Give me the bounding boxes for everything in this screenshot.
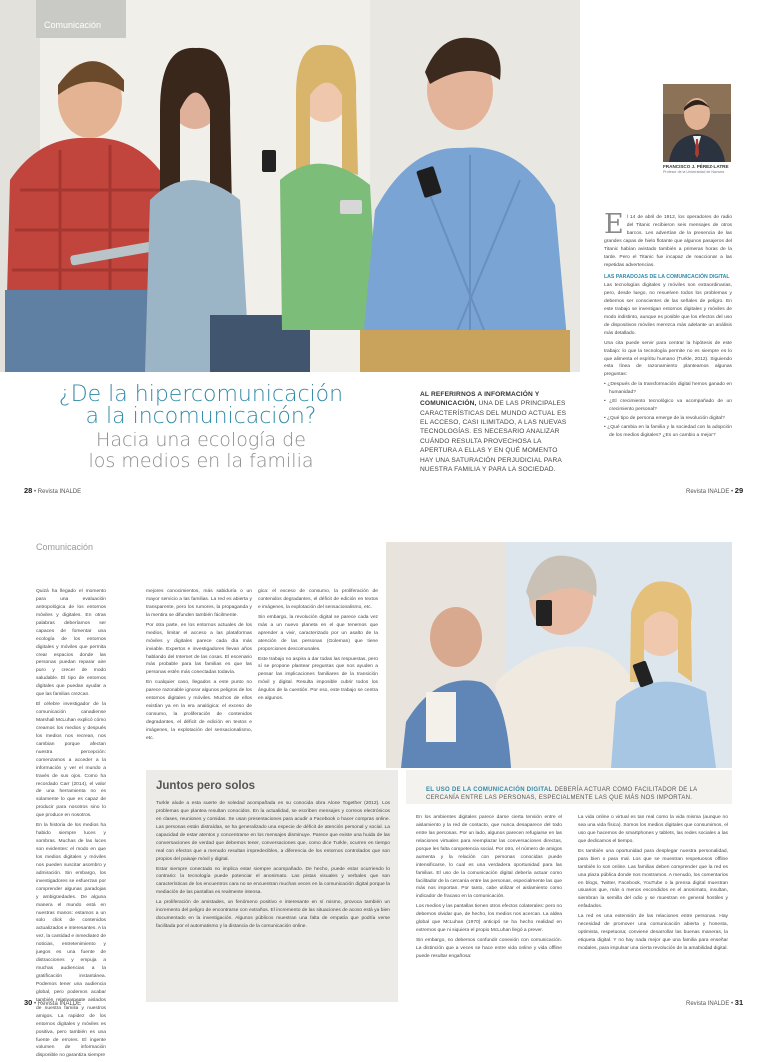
juntos-title: Juntos pero solos (156, 780, 256, 792)
paragraph: Es también una oportunidad para desplegar nuestra personalidad, para bien o para mal. Los que se muestran respetuosos offline también lo son online. Las familias deben comprender que la red es una plaza pública donde nos mostramos. A menudo, los comentarios en blogs, Twitter, Facebook, YouTube o la prensa digital muestran usuarios que, más o menos escondidos en el anonimato, insultan, siembran la semilla del odio y se muestran en general hostiles y enfadados. (578, 848, 728, 910)
top-spread (0, 0, 768, 512)
deck-text: UNA DE LAS PRINCIPALES CARACTERÍSTICAS DEL MUNDO ACTUAL ES EL ACCESO, CASI ILIMITADO, A LAS NUEVAS TECNOLOGÍAS. ES NECESARIO ANALIZAR CUÁNDO RESULTA PROVECHOSA LA APERTURA A ELLAS Y EN QUÉ MOMENTO HAY UNA SATURACIÓN PERJUDICIAL PARA NUESTRA FAMILIA Y PARA LA SOCIEDAD. (420, 400, 567, 473)
article-deck (420, 390, 570, 474)
intro-paragraph (604, 209, 732, 270)
paragraph: En la historia de los medios ha habido siempre luces y sombras. Muchas de las luces son evidentes: el modo en que los medios digitales y móviles nos pueden suscitar asombro y admiración. Sin embargo, los investigadores se esfuerzan por comprender algunas paradojas y ambigüedades. De alguna manera el mundo está en nuestras manos: estamos a un solo click de contenidos actualizados e interesantes. A la vez, la cantidad e inmediatez de noticias, entretenimiento y juegos es una fuente de distracciones y empuja a muchas audiencias a la gratificación instantánea. Podemos tener una audiencia global, pero podemos acabar también relativamente aislados de nuestra familia y nuestros amigos. La rapidez de los entornos digitales y móviles es positiva, pero también es una fuente de errores. El ingente volumen de información disponible no garantiza siempre (36, 823, 106, 1059)
page-number: 31 (734, 998, 744, 1007)
section-tab (36, 0, 126, 38)
juntos-text (156, 800, 390, 933)
page-folio-30 (24, 998, 81, 1007)
headline-line-3: Hacia una ecología de (96, 428, 306, 451)
question-bullet: • ¿El crecimiento tecnológico va acompañado de un crecimiento personal? (604, 399, 732, 413)
section-tab-label: Comunicación (44, 20, 102, 30)
hero-photo-teens-with-phones (0, 0, 580, 372)
paragraph: Turkle alude a esta suerte de soledad acompañada en su conocida obra Alone Together (2012). Los problemas que plantea resultan conocidos. En la actualidad, se escriben mensajes y correos electrónicos en clases, reuniones y comidas. Se usan presentaciones para acudir a Facebook o hacer compras online. Las personas están distraídas, se ha generalizado una especie de déficit de atención personal y social. La capacidad de estar atentos y concentrarse en los mensajes disminuye. Parece que existe una huida de las conversaciones de verdad que debemos tener, conversaciones que, como dice Turkle, ocurren en tiempo real con efectos que a menudo resultan impredecibles, a diferencia de los entornos controlados que son propios del paisaje móvil y digital. (156, 801, 390, 862)
paragraph: Estar siempre conectado no implica estar siempre acompañado. De hecho, puede estar ocurriendo lo contrario: la tecnología puede potenciar el anonimato. Las pistas visuales y verbales que son características de los encuentros cara no se encuentran muchas veces en la comunicación digital porque la mediación de las pantallas es realmente intensa. (156, 866, 390, 896)
author-role: Profesor de la Universidad de Navarra (663, 170, 725, 174)
headline-line-4: los medios en la familia (88, 450, 314, 473)
question-bullet: • ¿Qué tipo de persona emerge de la revolución digital? (604, 416, 725, 422)
folio-label: • Revista INALDE (34, 1001, 82, 1007)
article-headline (36, 384, 366, 472)
folio-label: Revista INALDE • (686, 489, 734, 495)
paragraph: En cualquier caso, llegados a este punto no parece razonable ignorar algunos peligros de los entornos digitales y móviles. Muchos de ellos existían ya en la era analógica: el exceso de consumo, la proliferación de contenidos degradantes, el déficit de edición en textos e imágenes, la explotación del sensacionalismo, etc. (146, 680, 252, 741)
pull-quote-lead: EL USO DE LA COMUNICACIÓN DIGITAL (426, 787, 553, 793)
section-label: Comunicación (36, 542, 94, 552)
bottom-column-2 (146, 588, 252, 745)
headline-line-2: a la incomunicación? (85, 404, 317, 430)
author-portrait-image (663, 84, 731, 162)
paragraph: La red es una extensión de las relaciones entre personas. Hay necesidad de promover una comunicación abierta y honesta, optimista, respetuosa; conviene desarrollar las buenas maneras, la etiqueta digital. Y no hay nada mejor que una familia para enseñar modales, para impulsar una cierta revolución de la amabilidad digital. (578, 914, 728, 951)
paragraph: Sin embargo, la revolución digital se parece cada vez más a un nuevo planeta en el que tenemos que aprender a vivir, caracterizado por un asalto de la atención de las personas (Goleman) que tiene proporciones descomunales. (258, 614, 378, 652)
paragraph: La proliferación de amistades, un fenómeno positivo e interesante en sí mismo, provoca también un incremento del peligro de encontrarse con extraños. El incremento de las situaciones de acoso está ya bien documentado en la investigación. Algunos públicos muestran una falta de empatía que podría verse facilitada por el automatismo y la distancia de la comunicación online. (156, 900, 390, 930)
family-phones-photo (386, 542, 732, 768)
author-name: FRANCISCO J. PÉREZ-LATRE (663, 164, 729, 169)
pull-quote-rest: DEBERÍA ACTUAR COMO FACILITADOR DE LA CERCANÍA ENTRE LAS PERSONAS, ESPECIALMENTE LAS QUE MÁS NOS IMPORTAN. (426, 787, 698, 802)
page-folio-28 (24, 486, 81, 495)
question-bullet: • ¿Después de la transformación digital hemos ganado en humanidad? (604, 382, 732, 396)
paragraph-1: Las tecnologías digitales y móviles son extraordinarias, pero, desde luego, no resuelven todos los problemas y debemos ser conscientes de las señales de peligro. En este trabajo se investigan entornos digitales y móviles de modo indistinto, aunque es posible que los efectos del uso de dispositivos móviles merezca más adelante un análisis más detallado. (604, 283, 732, 336)
bottom-column-3 (258, 588, 378, 705)
paragraph: En los ambientes digitales parece darse cierta tensión entre el aislamiento y la red de contacto, que nunca desaparece del todo entre las personas. Por un lado, algunos parecen refugiarse en las relaciones virtuales para reemplazar las conversaciones directas, porque les falta competencia social. Por otro, el número de amigos aumenta y la relación con personas conocidas puede intensificarse, lo cual es una verdadera oportunidad para las familias. El uso de la comunicación digital debería actuar como facilitador de la cercanía entre las personas, especialmente las que más nos importan. Por tanto, cabe utilizar el aislamiento como indicador de fracaso en la comunicación. (416, 815, 562, 900)
paragraph: gica: el exceso de consumo, la proliferación de contenidos degradantes, el déficit de edición en textos e imágenes, la explotación del sensacionalismo, etc. (258, 589, 378, 610)
question-bullet: • ¿Qué cambia en la familia y la sociedad con la adopción de los medios digitales? ¿Es un cambio a mejor? (604, 425, 732, 438)
subheading-paradojas: LAS PARADOJAS DE LA COMUNICACIÓN DIGITAL (604, 273, 730, 280)
family-illustration (386, 542, 732, 768)
folio-label: Revista INALDE • (686, 1001, 734, 1007)
deck-lead: AL REFERIRNOS A INFORMACIÓN Y COMUNICACIÓN, (420, 391, 540, 408)
headline-line-1: ¿De la hipercomunicación (58, 382, 344, 407)
paragraph: La vida online o virtual es tan real como la vida misma (aunque no sea una vida física). Somos los medios digitales que consumimos, el uso que hacemos de smartphones y tablets, las redes sociales a las que dedicamos el tiempo. (578, 815, 728, 844)
drop-cap: E (604, 209, 624, 240)
paragraph: mejores conocimientos, más sabiduría o un mayor servicio a las familias. La red es abierta y transparente, pero los rumores, la propaganda y la mentira se difunden también fácilmente. (146, 589, 252, 618)
intro-text: l 14 de abril de 1912, los operadores de radio del Titanic recibieron seis mensajes de otros barcos. Les advertían de la presencia de las grandes capas de hielo flotante que algunos pasajeros del Titanic habían avistado también a primeras horas de la tarde. Pero el Titanic fue incapaz de reaccionar a las repetidas advertencias. (604, 215, 732, 268)
pull-quote (426, 786, 726, 802)
paragraph-2: Una cita puede servir para centrar la hipótesis de este trabajo: lo que la tecnología permite no es siempre es lo que alimenta el espíritu humano (Turkle, 2012). Siguiendo esta línea de razonamiento planteamos algunas preguntas: (604, 340, 732, 378)
folio-label: • Revista INALDE (34, 489, 82, 495)
paragraph: Por otra parte, en los entornos actuales de los medios, limitar el acceso a las plataformas móviles y digitales parece cada día más inviable. Expertos e investigadores llevan años hablando del Internet de las cosas. El escenario más probable para las familias es que las personas estén más conectadas todavía. (146, 622, 252, 676)
bottom-column-5 (416, 814, 562, 963)
author-portrait (663, 84, 731, 162)
paragraph: Sin embargo, no debemos confundir conexión con comunicación. La distinción que a veces se hace entre vida online y vida offline puede resultar engañosa: (416, 938, 562, 959)
page-folio-29 (686, 486, 743, 495)
bottom-column-6 (578, 814, 728, 955)
bottom-column-1 (36, 588, 106, 1062)
article-column-top-right (604, 209, 732, 441)
paragraph: Este trabajo no aspira a dar todas las respuestas, pero sí se propone plantear preguntas que nos ayuden a pensar las implicaciones familiares de la transición móvil y digital. Resulta imposible cubrir todos los ángulos de la cuestión. Por eso, este trabajo se centra en algunos. (258, 656, 378, 702)
paragraph: Quizá ha llegado el momento para una evaluación antropológica de los entornos móviles y digitales. En otras palabras deberíamos ser capaces de fomentar una ecología de los entornos digitales y móviles que permita crear espacios donde las personas puedan reparar aire puro y crecer de modo saludable. El tipo de entornos digitales que puedan ayudar a que las familias crezcan. (36, 589, 106, 698)
page-number: 29 (734, 486, 744, 495)
hero-illustration (0, 0, 580, 372)
paragraph: El célebre investigador de la comunicación canadiense Marshall McLuhan explicó cómo creamos los medios y después los medios nos recrean, nos cambian porque afectan nuestra percepción: comenzamos a acceder a la información y ver el mundo a través de sus ojos. Como ha recordado Carr (2014), el valor de una herramienta no es solamente lo que es capaz de producir para nosotros sino lo que produce en nosotros. (36, 702, 106, 819)
paragraph: Los medios y las pantallas tienen otros efectos colaterales: pero no debemos olvidar que, de hecho, los medios nos acercan. La aldea global que McLuhan (1970) anticipó se ha hecho realidad en extremos que ni siquiera el propio McLuhan llegó a prever. (416, 904, 562, 934)
page-folio-31 (686, 998, 743, 1007)
page-number: 28 (24, 486, 33, 495)
page-number: 30 (24, 998, 33, 1007)
